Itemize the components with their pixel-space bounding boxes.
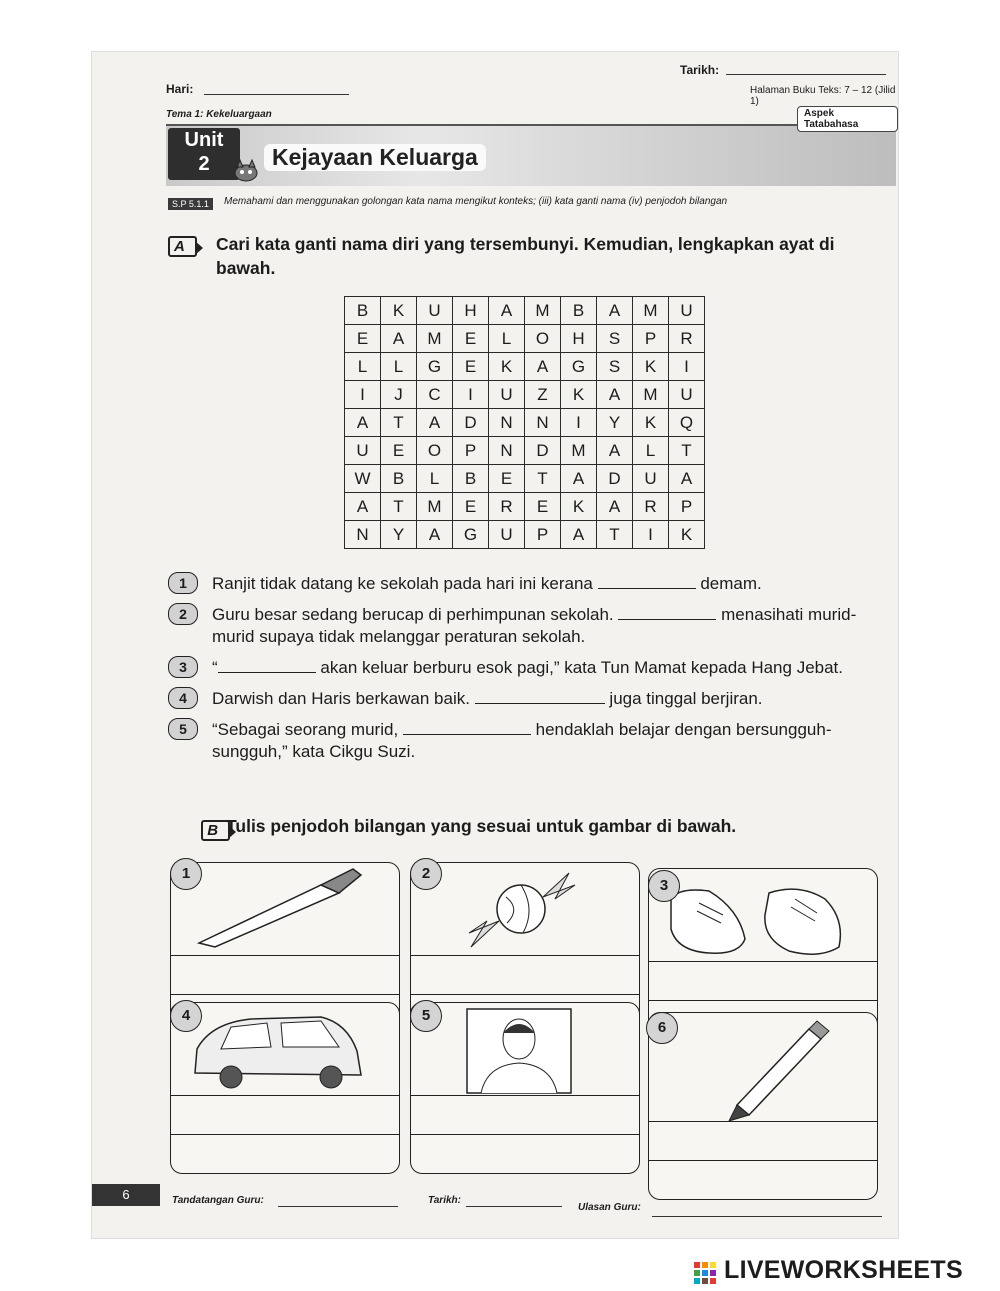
grid-cell[interactable]: S [597,325,633,353]
grid-cell[interactable]: I [669,353,705,381]
grid-cell[interactable]: L [417,465,453,493]
card-number: 4 [170,1000,202,1032]
card-number: 5 [410,1000,442,1032]
grid-row [345,465,705,493]
answer-blank[interactable] [218,656,316,673]
grid-cell[interactable]: B [453,465,489,493]
grid-cell[interactable]: A [489,297,525,325]
grid-cell[interactable]: C [417,381,453,409]
grid-cell[interactable]: G [453,521,489,549]
grid-row [345,297,705,325]
grid-cell[interactable]: K [381,297,417,325]
brand-wordmark: LIVEWORKSHEETS [724,1256,963,1284]
section-b-instruction: Tulis penjodoh bilangan yang sesuai untuk gambar di bawah. [226,816,737,836]
grid-cell[interactable]: A [597,297,633,325]
question-number: 5 [168,718,198,740]
question-5 [168,718,888,763]
theme-label: Tema 1: Kekeluargaan [166,109,272,120]
question-number: 2 [168,603,198,625]
grid-cell[interactable]: M [633,381,669,409]
liveworksheets-logo-icon [694,1262,716,1284]
textbook-pages: Halaman Buku Teks: 7 – 12 (Jilid 1) [750,85,896,107]
grid-cell[interactable]: M [525,297,561,325]
unit-number: 2 [198,153,210,175]
grid-cell[interactable]: G [417,353,453,381]
card-picture [171,1003,399,1096]
card-picture [411,863,639,956]
pencil-icon [649,1013,875,1121]
teacher-signature-label: Tandatangan Guru: [172,1195,264,1206]
question-number: 3 [168,656,198,678]
grid-cell[interactable]: T [525,465,561,493]
grid-cell[interactable]: P [669,493,705,521]
grid-cell[interactable]: T [669,437,705,465]
grid-cell[interactable]: O [525,325,561,353]
unit-title: Kejayaan Keluarga [264,144,486,171]
grid-cell[interactable]: A [381,325,417,353]
answer-line[interactable] [171,1135,399,1173]
grid-cell[interactable]: D [525,437,561,465]
section-a-instruction: Cari kata ganti nama diri yang tersembunyi. Kemudian, lengkapkan ayat di bawah. [216,234,835,278]
grid-cell[interactable]: R [669,325,705,353]
grid-cell[interactable]: A [417,409,453,437]
grid-cell[interactable]: M [417,325,453,353]
grid-cell[interactable]: L [489,325,525,353]
grid-cell[interactable]: E [453,493,489,521]
grid-cell[interactable]: A [525,353,561,381]
standard-code: S.P 5.1.1 [168,198,213,210]
section-b-badge: B [201,820,230,841]
grid-cell[interactable]: E [381,437,417,465]
grid-cell[interactable]: R [633,493,669,521]
grid-cell[interactable]: E [345,325,381,353]
car-icon [171,1003,397,1095]
grid-cell[interactable]: A [417,521,453,549]
grid-cell[interactable]: U [345,437,381,465]
picture-card-4 [170,1002,400,1174]
grid-cell[interactable]: T [597,521,633,549]
grid-cell[interactable]: U [417,297,453,325]
grid-cell[interactable]: E [489,465,525,493]
answer-line[interactable] [649,962,877,1001]
footer-date-label: Tarikh: [428,1195,461,1206]
picture-card-6 [648,1012,878,1200]
grid-cell[interactable]: H [453,297,489,325]
grid-cell[interactable]: E [453,353,489,381]
answer-blank[interactable] [618,603,716,620]
grid-cell[interactable]: A [669,465,705,493]
candy-icon [411,863,637,955]
grid-cell[interactable]: A [561,521,597,549]
card-number: 1 [170,858,202,890]
grid-cell[interactable]: N [345,521,381,549]
answer-blank[interactable] [475,687,605,704]
grid-row [345,437,705,465]
grid-cell[interactable]: G [561,353,597,381]
grid-cell[interactable]: K [633,353,669,381]
grid-cell[interactable]: L [381,353,417,381]
grid-cell[interactable]: D [453,409,489,437]
grid-row [345,325,705,353]
grid-cell[interactable]: M [561,437,597,465]
signature-line[interactable] [278,1206,398,1207]
grid-cell[interactable]: B [381,465,417,493]
worksheet-page [92,52,898,1238]
grid-cell[interactable]: J [381,381,417,409]
grid-cell[interactable]: Z [525,381,561,409]
card-picture [171,863,399,956]
footer-date-line[interactable] [466,1206,562,1207]
grid-cell[interactable]: U [633,465,669,493]
question-text: Ranjit tidak datang ke sekolah pada hari ini kerana [212,574,593,593]
question-text: menasihati murid-murid supaya tidak melanggar peraturan sekolah. [212,605,857,646]
grid-cell[interactable]: Y [597,409,633,437]
grid-cell[interactable]: K [489,353,525,381]
question-2 [168,603,888,648]
grid-row [345,409,705,437]
card-number: 6 [646,1012,678,1044]
grid-cell[interactable]: P [453,437,489,465]
grid-cell[interactable]: U [669,297,705,325]
grid-row [345,381,705,409]
question-4 [168,687,888,710]
grid-cell[interactable]: W [345,465,381,493]
grid-cell[interactable]: A [561,465,597,493]
question-text: akan keluar berburu esok pagi,” kata Tun Mamat kepada Hang Jebat. [320,658,843,677]
answer-blank[interactable] [598,572,696,589]
grid-cell[interactable]: U [489,381,525,409]
grid-cell[interactable]: T [381,409,417,437]
card-number: 2 [410,858,442,890]
question-text: “ [212,658,218,677]
grid-cell[interactable]: B [345,297,381,325]
grid-cell[interactable]: M [633,297,669,325]
grid-cell[interactable]: A [345,493,381,521]
grid-cell[interactable]: S [597,353,633,381]
question-text: Guru besar sedang berucap di perhimpunan sekolah. [212,605,614,624]
grid-cell[interactable]: I [561,409,597,437]
grid-cell[interactable]: A [597,381,633,409]
grid-cell[interactable]: O [417,437,453,465]
grid-cell[interactable]: I [345,381,381,409]
aspect-label: Aspek Tatabahasa [797,106,898,132]
answer-line[interactable] [411,956,639,995]
grid-cell[interactable]: T [381,493,417,521]
answer-line[interactable] [649,1122,877,1161]
answer-blank[interactable] [403,718,531,735]
card-picture [649,869,877,962]
unit-badge [168,128,240,180]
grid-cell[interactable]: K [669,521,705,549]
question-3 [168,656,888,679]
teacher-comment-label: Ulasan Guru: [578,1202,641,1213]
grid-cell[interactable]: P [633,325,669,353]
grid-cell[interactable]: K [633,409,669,437]
tarikh-label: Tarikh: [680,63,720,77]
question-text: Darwish dan Haris berkawan baik. [212,689,470,708]
question-text: demam. [700,574,762,593]
grid-cell[interactable]: B [561,297,597,325]
answer-line[interactable] [171,956,399,995]
grid-cell[interactable]: A [597,493,633,521]
grid-cell[interactable]: L [345,353,381,381]
grid-cell[interactable]: Y [381,521,417,549]
grid-cell[interactable]: I [453,381,489,409]
grid-cell[interactable]: U [489,521,525,549]
answer-line[interactable] [171,1096,399,1135]
knife-icon [171,863,397,955]
grid-cell[interactable]: M [417,493,453,521]
page-number: 6 [92,1184,160,1206]
grid-cell[interactable]: K [561,381,597,409]
question-1 [168,572,888,595]
standard-text: Memahami dan menggunakan golongan kata nama mengikut konteks; (iii) kata ganti nama (iv) penjodoh bilangan [224,196,728,207]
answer-line[interactable] [411,1096,639,1135]
hari-label: Hari: [166,82,194,96]
grid-cell[interactable]: H [561,325,597,353]
grid-cell[interactable]: P [525,521,561,549]
grid-row [345,521,705,549]
answer-line[interactable] [411,1135,639,1173]
card-picture [411,1003,639,1096]
question-text: “Sebagai seorang murid, [212,720,399,739]
grid-cell[interactable]: D [597,465,633,493]
grid-cell[interactable]: E [525,493,561,521]
question-number: 4 [168,687,198,709]
grid-cell[interactable]: U [669,381,705,409]
cat-mascot-icon [232,158,260,182]
grid-cell[interactable]: R [489,493,525,521]
grid-cell[interactable]: L [633,437,669,465]
grid-cell[interactable]: Q [669,409,705,437]
grid-cell[interactable]: E [453,325,489,353]
person-portrait-icon [411,1003,637,1095]
grid-cell[interactable]: N [489,437,525,465]
grid-cell[interactable]: A [345,409,381,437]
shoes-icon [649,869,875,961]
unit-word: Unit [184,129,224,151]
question-text: juga tinggal berjiran. [609,689,763,708]
section-a-badge: A [168,236,197,257]
grid-cell[interactable]: N [525,409,561,437]
grid-cell[interactable]: A [597,437,633,465]
answer-line[interactable] [649,1161,877,1199]
grid-cell[interactable]: K [561,493,597,521]
question-list [168,572,888,771]
grid-cell[interactable]: I [633,521,669,549]
picture-card-5 [410,1002,640,1174]
question-text: hendaklah belajar dengan bersungguh-sungguh,” kata Cikgu Suzi. [212,720,832,761]
comment-line[interactable] [652,1216,882,1217]
hari-line[interactable] [204,94,349,95]
grid-row [345,353,705,381]
card-picture [649,1013,877,1122]
tarikh-line[interactable] [726,74,886,75]
grid-cell[interactable]: N [489,409,525,437]
grid-row [345,493,705,521]
word-search-grid[interactable] [344,296,705,549]
question-number: 1 [168,572,198,594]
card-number: 3 [648,870,680,902]
